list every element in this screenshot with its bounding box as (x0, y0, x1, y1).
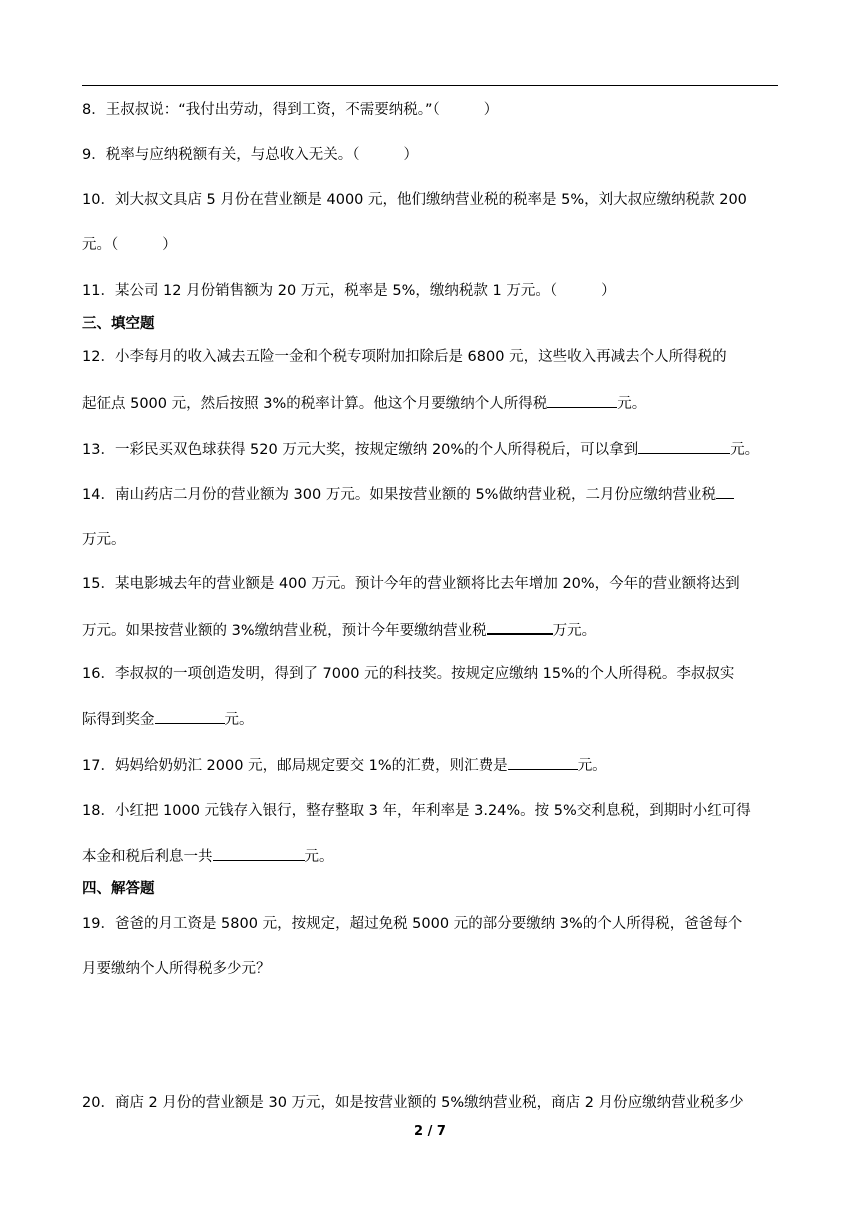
question-9: 9．税率与应纳税额有关，与总收入无关。（ ） (82, 147, 418, 163)
question-8-text: 8．王叔叔说：“我付出劳动，得到工资，不需要纳税。”（ (82, 102, 440, 118)
question-11: 11．某公司 12 月份销售额为 20 万元，税率是 5%，缴纳税款 1 万元。（ ） (82, 283, 616, 299)
header-rule (82, 85, 778, 86)
fill-blank-15[interactable] (487, 619, 553, 635)
section-4-heading: 四、解答题 (82, 881, 155, 897)
question-16-line-2: 际得到奖金 元。 (82, 709, 254, 730)
question-12-line-2: 起征点 5000 元，然后按照 3%的税率计算。他这个月要缴纳个人所得税 元。 (82, 393, 646, 414)
question-11-text: 11．某公司 12 月份销售额为 20 万元，税率是 5%，缴纳税款 1 万元。（ (82, 283, 558, 299)
question-19-line-2: 月要缴纳个人所得税多少元？ (82, 961, 271, 977)
question-10-line-2: 元。（ ） (82, 237, 177, 253)
question-8: 8．王叔叔说：“我付出劳动，得到工资，不需要纳税。”（ ） (82, 102, 499, 118)
question-19-line-1: 19．爸爸的月工资是 5800 元，按规定，超过免税 5000 元的部分要缴纳 3%的个人所得税，爸爸每个 (82, 916, 743, 932)
question-14-line-2: 万元。 (82, 532, 126, 548)
question-17: 17．妈妈给奶奶汇 2000 元，邮局规定要交 1%的汇费，则汇费是 元。 (82, 755, 607, 776)
question-20-line-1: 20．商店 2 月份的营业额是 30 万元，如是按营业额的 5%缴纳营业税，商店 2 月份应缴纳营业税多少 (82, 1095, 744, 1111)
fill-blank-17[interactable] (508, 755, 578, 770)
question-15-line-1: 15．某电影城去年的营业额是 400 万元。预计今年的营业额将比去年增加 20%，今年的营业额将达到 (82, 576, 740, 592)
page-number: 2 / 7 (414, 1124, 446, 1139)
question-10-line-1: 10．刘大叔文具店 5 月份在营业额是 4000 元，他们缴纳营业税的税率是 5%，刘大叔应缴纳税款 200 (82, 192, 747, 208)
fill-blank-14[interactable] (716, 484, 734, 499)
question-15-line-2: 万元。如果按营业额的 3%缴纳营业税，预计今年要缴纳营业税 万元。 (82, 619, 596, 641)
fill-blank-12[interactable] (547, 393, 617, 408)
question-16-line-1: 16．李叔叔的一项创造发明，得到了 7000 元的科技奖。按规定应缴纳 15%的个人所得税。李叔叔实 (82, 666, 735, 682)
question-12-line-1: 12．小李每月的收入减去五险一金和个税专项附加扣除后是 6800 元，这些收入再减去个人所得税的 (82, 349, 727, 365)
question-18-line-1: 18．小红把 1000 元钱存入银行，整存整取 3 年，年利率是 3.24%。按 5%交利息税，到期时小红可得 (82, 803, 751, 819)
section-3-heading: 三、填空题 (82, 316, 155, 332)
question-13: 13．一彩民买双色球获得 520 万元大奖，按规定缴纳 20%的个人所得税后，可以拿到 元。 (82, 439, 759, 460)
fill-blank-16[interactable] (155, 709, 225, 724)
question-14-line-1: 14．南山药店二月份的营业额为 300 万元。如果按营业额的 5%做纳营业税，二月份应缴纳营业税 (82, 484, 734, 505)
question-18-line-2: 本金和税后利息一共 元。 (82, 846, 334, 867)
question-9-text: 9．税率与应纳税额有关，与总收入无关。（ (82, 147, 360, 163)
fill-blank-13[interactable] (638, 439, 730, 454)
fill-blank-18[interactable] (213, 846, 305, 861)
